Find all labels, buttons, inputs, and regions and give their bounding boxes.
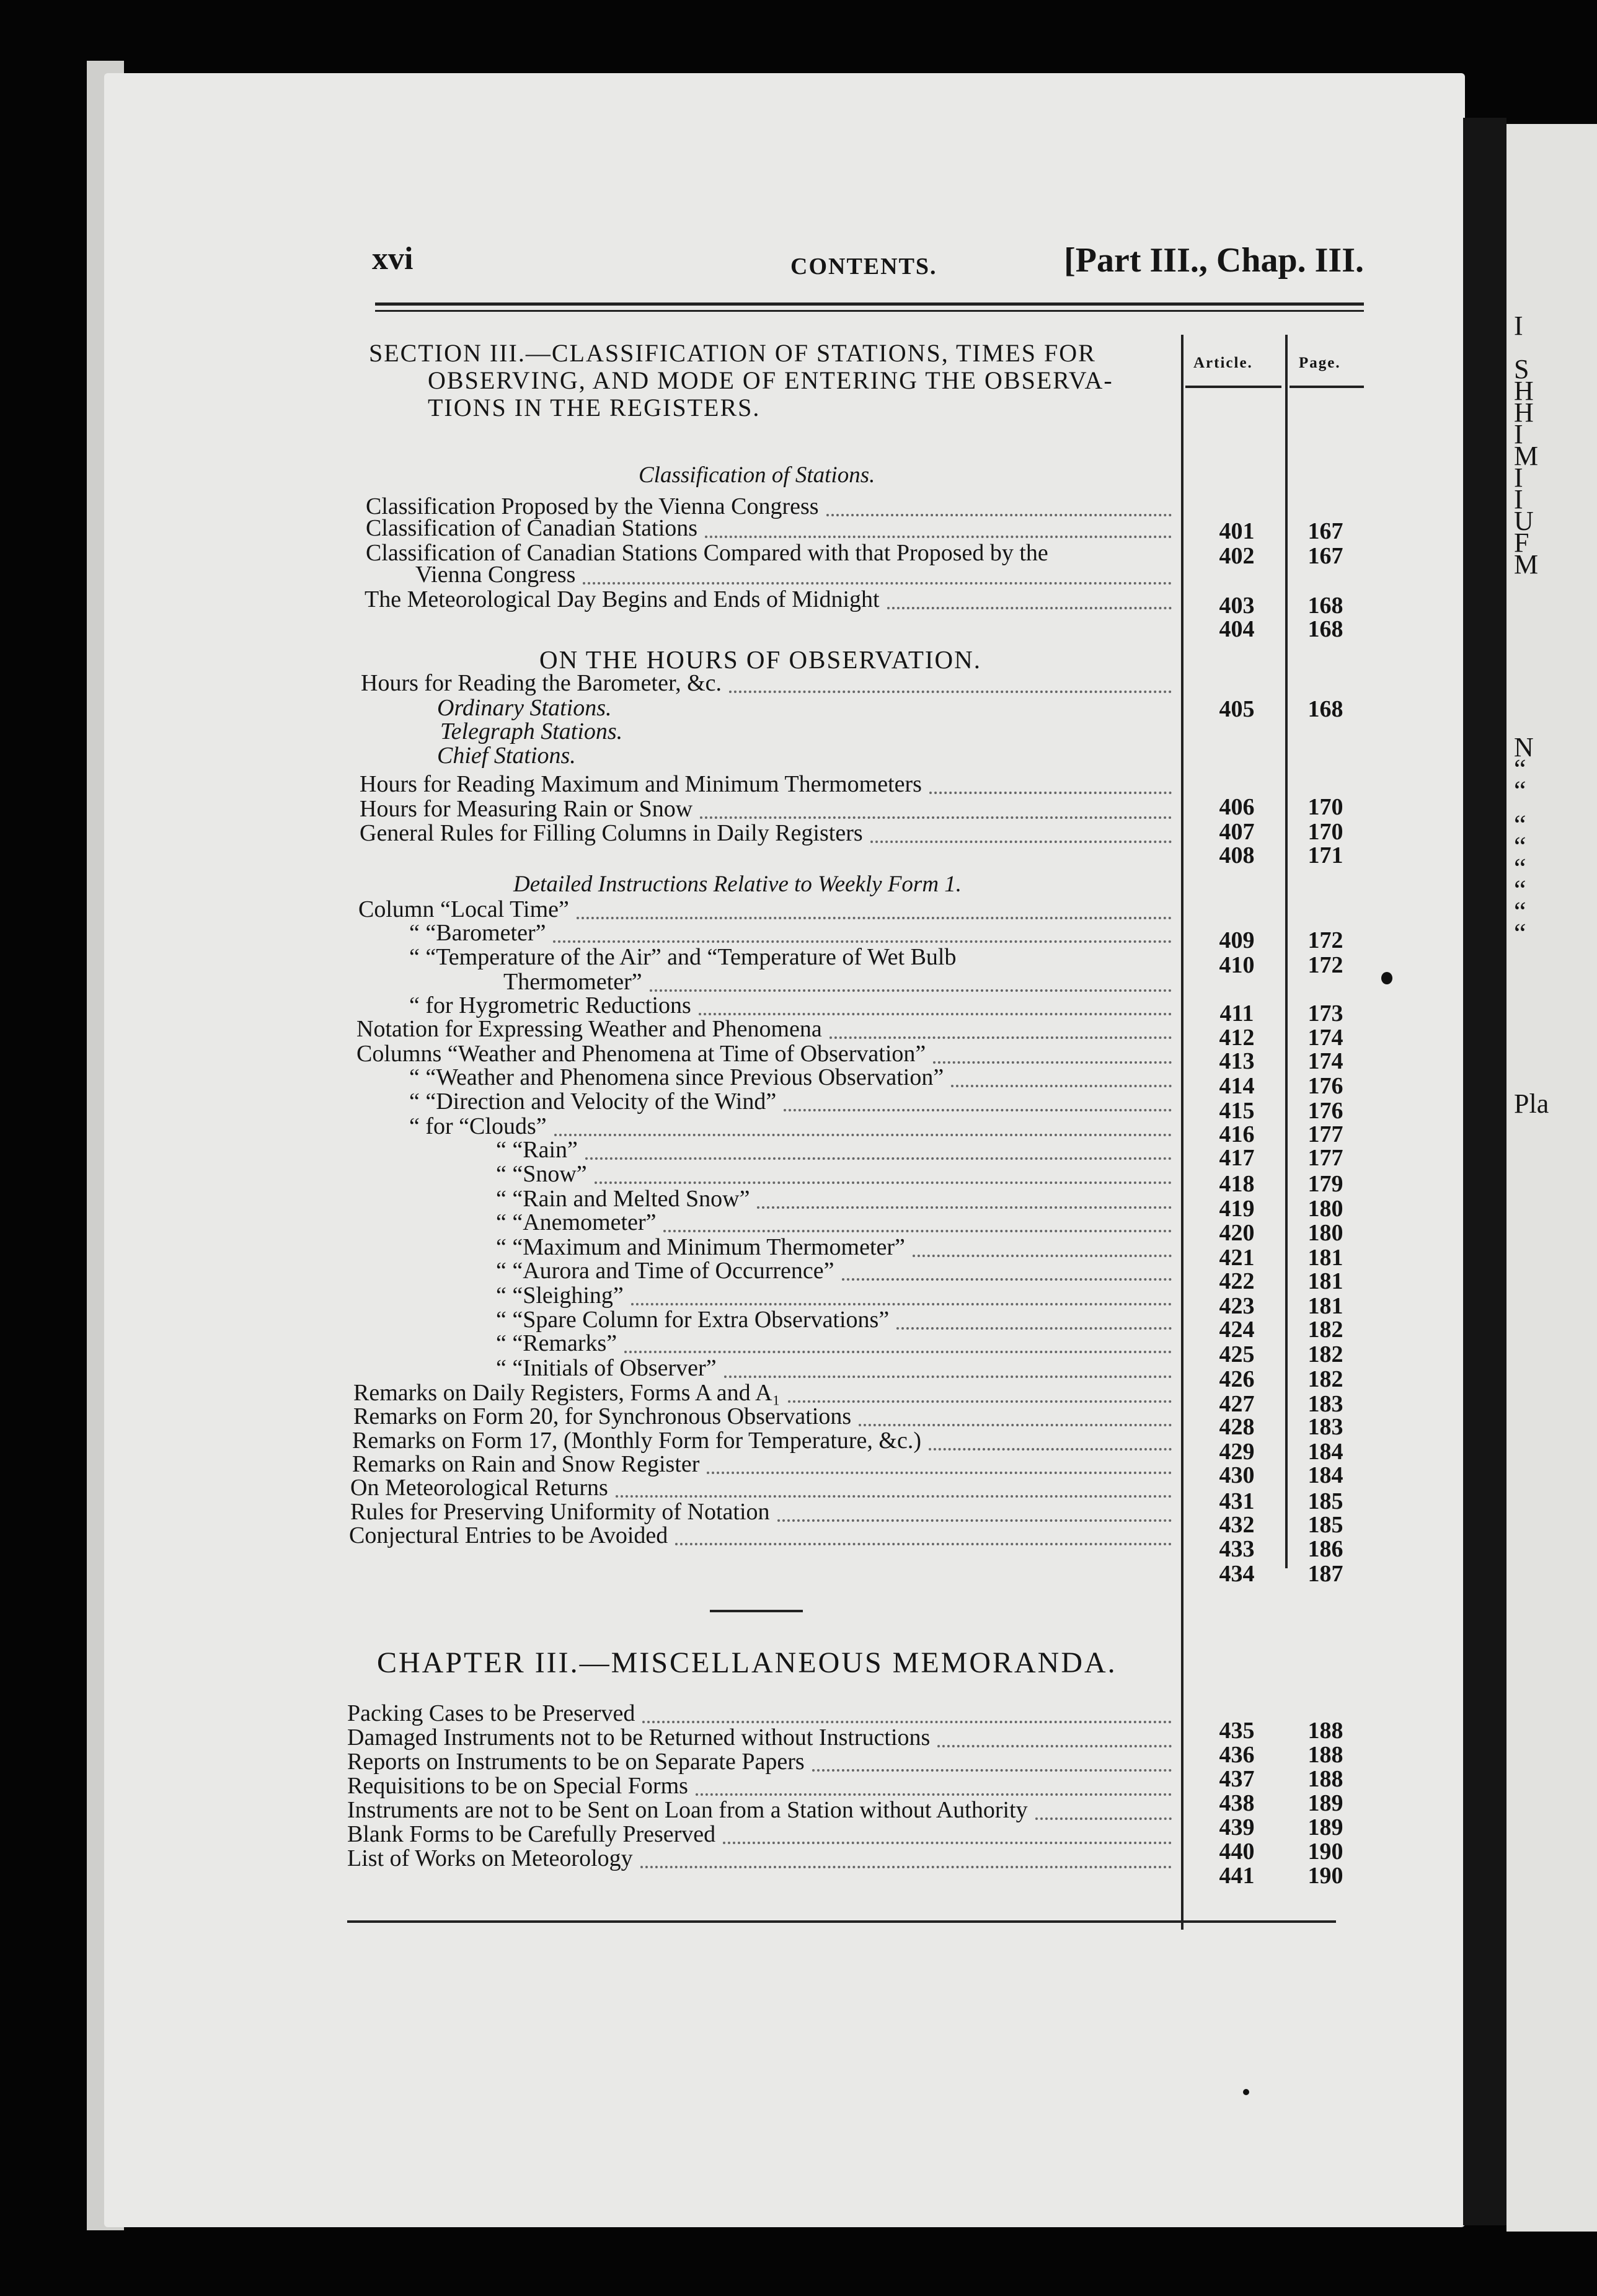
contents-entry-text: “ “Weather and Phenomena since Previous Observation” — [409, 1064, 944, 1090]
chapter-page-number: 188 — [1307, 1766, 1343, 1792]
contents-page-number: 180 — [1307, 1196, 1343, 1222]
contents-entry-text: Chief Stations. — [437, 743, 576, 769]
contents-article-number: 428 — [1219, 1414, 1255, 1440]
contents-page-number: 181 — [1307, 1268, 1343, 1294]
contents-entry-text: Vienna Congress — [415, 562, 576, 588]
contents-article-number: 410 — [1219, 952, 1255, 978]
contents-leader-dots — [933, 1061, 1172, 1064]
contents-entry-text: General Rules for Filling Columns in Daily Registers — [360, 820, 863, 846]
chapter-leader-dots — [696, 1793, 1172, 1796]
part-chapter-label: [Part III., Chap. III. — [1064, 241, 1364, 280]
page-heading-rule — [1290, 386, 1364, 388]
contents-entry-text: Ordinary Stations. — [437, 695, 612, 721]
contents-page-number: 171 — [1307, 842, 1343, 868]
chapter-page-number: 189 — [1307, 1790, 1343, 1816]
contents-entry-text: Hours for Measuring Rain or Snow — [360, 796, 693, 822]
contents-leader-dots — [870, 841, 1172, 843]
contents-page-number: 185 — [1307, 1512, 1343, 1538]
chapter-article-number: 439 — [1219, 1814, 1255, 1840]
contents-page-number: 185 — [1307, 1488, 1343, 1514]
contents-leader-dots — [757, 1206, 1172, 1209]
contents-leader-dots — [724, 1375, 1172, 1378]
ink-speck — [1243, 2089, 1249, 2095]
contents-entry-text: The Meteorological Day Begins and Ends of Midnight — [365, 586, 880, 612]
contents-article-number: 413 — [1219, 1048, 1255, 1074]
chapter-page-number: 190 — [1307, 1863, 1343, 1889]
contents-leader-dots — [707, 1472, 1172, 1474]
contents-entry-text: “ “Snow” — [496, 1161, 587, 1187]
contents-article-number: 425 — [1219, 1341, 1255, 1367]
contents-leader-dots — [842, 1278, 1172, 1281]
contents-article-number: 402 — [1219, 543, 1255, 569]
contents-entry-text: Hours for Reading the Barometer, &c. — [361, 670, 722, 696]
contents-page-number: 174 — [1307, 1025, 1343, 1051]
facing-page-text: S — [1514, 354, 1529, 384]
contents-article-number: 405 — [1219, 696, 1255, 722]
contents-article-number: 429 — [1219, 1439, 1255, 1465]
contents-page-number: 181 — [1307, 1245, 1343, 1271]
contents-leader-dots — [700, 816, 1172, 819]
contents-article-number: 431 — [1219, 1488, 1255, 1514]
contents-page-number: 170 — [1307, 819, 1343, 845]
contents-entry-text: Classification of Canadian Stations — [366, 515, 698, 541]
contents-page-number: 168 — [1307, 696, 1343, 722]
contents-page-number: 182 — [1307, 1366, 1343, 1392]
contents-article-number: 420 — [1219, 1220, 1255, 1246]
facing-page-text: I — [1514, 311, 1523, 341]
contents-article-number: 416 — [1219, 1121, 1255, 1147]
chapter-leader-dots — [937, 1745, 1172, 1747]
contents-article-number: 409 — [1219, 927, 1255, 953]
contents-leader-dots — [929, 1448, 1172, 1450]
chapter-article-number: 436 — [1219, 1742, 1255, 1768]
contents-leader-dots — [663, 1230, 1172, 1232]
contents-page-number: 176 — [1307, 1098, 1343, 1124]
contents-entry-text: “ “Direction and Velocity of the Wind” — [409, 1088, 777, 1115]
contents-leader-dots — [829, 1036, 1172, 1039]
chapter-article-number: 435 — [1219, 1718, 1255, 1744]
contents-entry-text: Notation for Expressing Weather and Phenomena — [356, 1016, 822, 1042]
chapter-leader-dots — [723, 1842, 1172, 1844]
contents-article-number: 407 — [1219, 819, 1255, 845]
contents-article-number: 423 — [1219, 1293, 1255, 1319]
contents-entry-text: Classification of Canadian Stations Compared with that Proposed by the — [366, 540, 1048, 566]
page-header — [372, 241, 1364, 302]
chapter-entry-text: Instruments are not to be Sent on Loan from a Station without Authority — [347, 1797, 1028, 1823]
facing-page-text: H — [1514, 397, 1534, 428]
contents-leader-dots — [777, 1519, 1172, 1522]
contents-entry-text: Conjectural Entries to be Avoided — [349, 1522, 668, 1548]
contents-article-number: 422 — [1219, 1268, 1255, 1294]
contents-leader-dots — [631, 1303, 1172, 1305]
contents-entry-text: “ “Spare Column for Extra Observations” — [496, 1307, 890, 1333]
facing-page-text: H — [1514, 376, 1534, 406]
contents-page-number: 182 — [1307, 1317, 1343, 1343]
contents-leader-dots — [554, 1134, 1172, 1136]
facing-page-text: I — [1514, 484, 1523, 514]
facing-page-text: “ — [1514, 875, 1526, 905]
section-title-line: OBSERVING, AND MODE OF ENTERING THE OBSERVA- — [428, 366, 1113, 394]
chapter-entry-text: Damaged Instruments not to be Returned without Instructions — [347, 1724, 931, 1751]
article-column-heading: Article. — [1193, 355, 1253, 371]
contents-entry-text: “ “Barometer” — [409, 920, 546, 946]
chapter-entry-text: Packing Cases to be Preserved — [347, 1700, 635, 1726]
contents-article-number: 412 — [1219, 1025, 1255, 1051]
facing-page-text: M — [1514, 549, 1539, 580]
facing-page-text: Pla — [1514, 1088, 1549, 1119]
chapter-entry-text: Reports on Instruments to be on Separate Papers — [347, 1749, 805, 1775]
facing-page-text: “ — [1514, 754, 1526, 784]
contents-leader-dots — [553, 940, 1172, 943]
contents-leader-dots — [675, 1543, 1172, 1545]
contents-article-number: 426 — [1219, 1366, 1255, 1392]
contents-article-number: 417 — [1219, 1145, 1255, 1171]
facing-page-text: “ — [1514, 810, 1526, 840]
page-column-divider — [1285, 335, 1288, 1568]
chapter-leader-dots — [812, 1769, 1172, 1772]
subheading-hours: ON THE HOURS OF OBSERVATION. — [539, 645, 981, 674]
contents-article-number: 421 — [1219, 1245, 1255, 1271]
contents-article-number: 418 — [1219, 1171, 1255, 1197]
facing-page-text: “ — [1514, 853, 1526, 883]
contents-entry-text: “ for Hygrometric Reductions — [409, 992, 691, 1018]
article-heading-rule — [1185, 386, 1281, 388]
chapter-article-number: 437 — [1219, 1766, 1255, 1792]
contents-page-number: 182 — [1307, 1341, 1343, 1367]
header-rule-thin — [375, 310, 1364, 312]
book-gutter — [1463, 118, 1506, 2225]
section-divider — [710, 1610, 803, 1612]
chapter-article-number: 440 — [1219, 1839, 1255, 1865]
chapter-article-number: 441 — [1219, 1863, 1255, 1889]
contents-entry-text: Remarks on Form 17, (Monthly Form for Temperature, &c.) — [352, 1428, 921, 1454]
contents-entry-text: Hours for Reading Maximum and Minimum Thermometers — [360, 771, 922, 797]
contents-entry-text: “ “Rain and Melted Snow” — [496, 1186, 750, 1212]
contents-leader-dots — [624, 1351, 1172, 1353]
contents-leader-dots — [951, 1085, 1172, 1087]
section-title-line: TIONS IN THE REGISTERS. — [428, 394, 761, 422]
chapter-page-number: 190 — [1307, 1839, 1343, 1865]
article-column-divider — [1181, 335, 1183, 1930]
footer-rule — [347, 1920, 1336, 1923]
page-number: xvi — [372, 241, 414, 276]
contents-leader-dots — [705, 536, 1172, 538]
contents-page-number: 172 — [1307, 927, 1343, 953]
contents-page-number: 177 — [1307, 1145, 1343, 1171]
contents-page-number: 180 — [1307, 1220, 1343, 1246]
contents-entry-text: Thermometer” — [503, 969, 642, 995]
contents-entry-text: On Meteorological Returns — [350, 1475, 608, 1501]
contents-leader-dots — [616, 1495, 1172, 1498]
contents-entry-text: Column “Local Time” — [358, 896, 569, 922]
chapter-article-number: 438 — [1219, 1790, 1255, 1816]
facing-page-text: F — [1514, 528, 1529, 558]
chapter-entry-text: Requisitions to be on Special Forms — [347, 1773, 688, 1799]
contents-leader-dots — [826, 514, 1172, 516]
contents-page-number: 186 — [1307, 1536, 1343, 1562]
chapter-entry-text: Blank Forms to be Carefully Preserved — [347, 1821, 716, 1847]
chapter-page-number: 188 — [1307, 1742, 1343, 1768]
facing-page-text: “ — [1514, 831, 1526, 862]
chapter-leader-dots — [642, 1721, 1172, 1723]
contents-entry-text: “ “Sleighing” — [496, 1283, 624, 1309]
contents-leader-dots — [913, 1255, 1172, 1257]
contents-article-number: 411 — [1219, 1000, 1254, 1027]
facing-page-text: “ — [1514, 896, 1526, 927]
facing-page-text: I — [1514, 419, 1523, 449]
contents-article-number: 408 — [1219, 842, 1255, 868]
contents-leader-dots — [585, 1157, 1172, 1160]
contents-entry-text: Rules for Preserving Uniformity of Notation — [350, 1499, 770, 1525]
contents-page-number: 183 — [1307, 1414, 1343, 1440]
facing-page-text: N — [1514, 732, 1534, 762]
contents-page-number: 173 — [1307, 1000, 1343, 1027]
contents-entry-text: Remarks on Form 20, for Synchronous Observations — [353, 1403, 852, 1429]
contents-article-number: 419 — [1219, 1196, 1255, 1222]
contents-entry-text: “ “Aurora and Time of Occurrence” — [496, 1258, 834, 1284]
contents-page-number: 179 — [1307, 1171, 1343, 1197]
page-column-heading: Page. — [1299, 355, 1341, 371]
contents-entry-text: “ “Rain” — [496, 1137, 578, 1163]
chapter-title: CHAPTER III.—MISCELLANEOUS MEMORANDA. — [377, 1646, 1117, 1679]
contents-article-number: 432 — [1219, 1512, 1255, 1538]
contents-page-number: 181 — [1307, 1293, 1343, 1319]
contents-leader-dots — [595, 1181, 1172, 1184]
contents-leader-dots — [650, 989, 1172, 992]
contents-leader-dots — [577, 917, 1172, 919]
facing-page-text: U — [1514, 506, 1534, 536]
contents-page-number: 184 — [1307, 1462, 1343, 1488]
facing-page-text: “ — [1514, 775, 1526, 806]
contents-entry-text: “ “Maximum and Minimum Thermometer” — [496, 1234, 905, 1260]
contents-page-number: 184 — [1307, 1439, 1343, 1465]
contents-entry-text: “ “Initials of Observer” — [496, 1355, 717, 1381]
chapter-page-number: 188 — [1307, 1718, 1343, 1744]
contents-article-number: 434 — [1219, 1561, 1255, 1587]
contents-article-number: 404 — [1219, 616, 1255, 642]
contents-entry-text: Remarks on Daily Registers, Forms A and A₁ — [353, 1380, 781, 1406]
contents-page-number: 168 — [1307, 593, 1343, 619]
contents-entry-text: Classification Proposed by the Vienna Congress — [366, 493, 819, 519]
contents-entry-text: Columns “Weather and Phenomena at Time of Observation” — [356, 1041, 926, 1067]
contents-article-number: 424 — [1219, 1317, 1255, 1343]
subheading-detailed: Detailed Instructions Relative to Weekly Form 1. — [513, 872, 962, 897]
contents-article-number: 406 — [1219, 794, 1255, 820]
contents-page-number: 187 — [1307, 1561, 1343, 1587]
contents-page-number: 167 — [1307, 543, 1343, 569]
contents-article-number: 401 — [1219, 518, 1255, 544]
subheading-classification: Classification of Stations. — [639, 462, 875, 488]
running-title: CONTENTS. — [790, 254, 937, 280]
contents-page-number: 174 — [1307, 1048, 1343, 1074]
contents-page-number: 183 — [1307, 1391, 1343, 1417]
contents-article-number: 430 — [1219, 1462, 1255, 1488]
contents-entry-text: “ “Temperature of the Air” and “Temperature of Wet Bulb — [409, 944, 957, 970]
contents-leader-dots — [896, 1327, 1172, 1330]
chapter-page-number: 189 — [1307, 1814, 1343, 1840]
section-title-line: SECTION III.—CLASSIFICATION OF STATIONS, TIMES FOR — [369, 339, 1096, 367]
contents-page-number: 176 — [1307, 1073, 1343, 1099]
contents-article-number: 415 — [1219, 1098, 1255, 1124]
contents-leader-dots — [583, 582, 1172, 585]
contents-entry-text: “ “Anemometer” — [496, 1209, 657, 1235]
contents-article-number: 403 — [1219, 593, 1255, 619]
contents-entry-text: Telegraph Stations. — [440, 718, 623, 744]
contents-article-number: 433 — [1219, 1536, 1255, 1562]
contents-leader-dots — [729, 691, 1172, 693]
contents-leader-dots — [859, 1424, 1172, 1426]
contents-page-number: 168 — [1307, 616, 1343, 642]
contents-leader-dots — [887, 607, 1172, 609]
contents-entry-text: Remarks on Rain and Snow Register — [352, 1451, 700, 1477]
facing-page-text: I — [1514, 462, 1523, 493]
facing-page-text: M — [1514, 441, 1539, 471]
contents-page-number: 172 — [1307, 952, 1343, 978]
chapter-leader-dots — [640, 1866, 1172, 1868]
contents-page-number: 167 — [1307, 518, 1343, 544]
header-rule — [375, 302, 1364, 306]
facing-page-fragment — [1506, 124, 1597, 2232]
contents-page-number: 177 — [1307, 1121, 1343, 1147]
contents-page-number: 170 — [1307, 794, 1343, 820]
contents-entry-text: “ for “Clouds” — [409, 1113, 547, 1139]
chapter-leader-dots — [1035, 1817, 1172, 1820]
contents-leader-dots — [929, 792, 1172, 794]
ink-speck — [1381, 972, 1392, 984]
contents-article-number: 427 — [1219, 1391, 1255, 1417]
contents-entry-text: “ “Remarks” — [496, 1330, 617, 1356]
chapter-entry-text: List of Works on Meteorology — [347, 1845, 633, 1871]
contents-leader-dots — [784, 1109, 1172, 1111]
contents-article-number: 414 — [1219, 1073, 1255, 1099]
section-title — [369, 340, 1175, 422]
facing-page-text: “ — [1514, 918, 1526, 948]
